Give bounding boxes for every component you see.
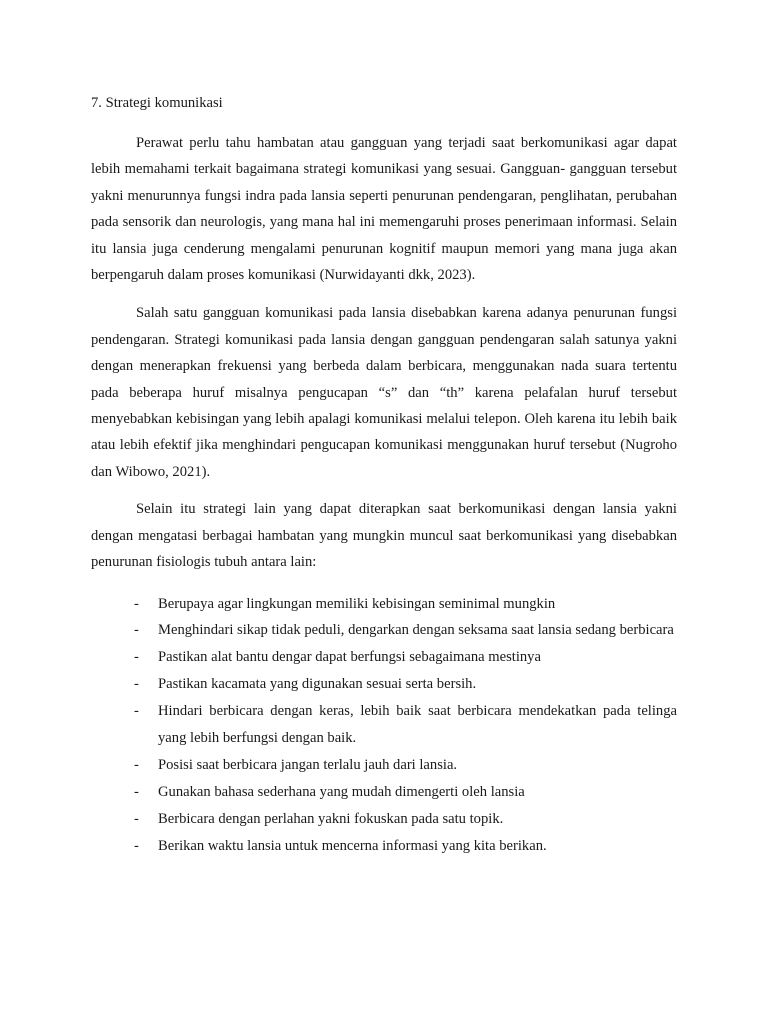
list-item-text: Berikan waktu lansia untuk mencerna informasi yang kita berikan. [158, 837, 547, 854]
bullet-marker: - [134, 837, 139, 854]
list-item-text: Berupaya agar lingkungan memiliki kebisingan seminimal mungkin [158, 595, 556, 612]
list-item-text: Menghindari sikap tidak peduli, dengarkan dengan seksama saat lansia sedang berbicara [158, 622, 674, 639]
list-item [91, 671, 677, 698]
bullet-marker: - [134, 703, 139, 720]
bullet-marker: - [134, 783, 139, 800]
list-item-text: Berbicara dengan perlahan yakni fokuskan pada satu topik. [158, 810, 504, 827]
list-item-text: Pastikan kacamata yang digunakan sesuai serta bersih. [158, 676, 477, 693]
paragraph: Salah satu gangguan komunikasi pada lansia disebabkan karena adanya penurunan fungsi pendengaran. Strategi komunikasi pada lansia dengan gangguan pendengaran salah satunya yakni dengan menerapkan frekuensi yang berbeda dalam berbicara, menggunakan nada suara tertentu pada beberapa huruf misalnya pengucapan “s” dan “th” karena pelafalan huruf tersebut menyebabkan kebisingan yang lebih apalagi komunikasi melalui telepon. Oleh karena itu lebih baik atau lebih efektif jika menghindari pengucapan komunikasi menggunakan huruf tersebut (Nugroho dan Wibowo, 2021). [91, 305, 677, 480]
list-item [91, 644, 677, 671]
section-heading: 7. Strategi komunikasi [91, 95, 223, 111]
list-item-text: Hindari berbicara dengan keras, lebih baik saat berbicara mendekatkan pada telinga yang lebih berfungsi dengan baik. [158, 703, 677, 747]
bullet-marker: - [134, 649, 139, 666]
paragraph: Perawat perlu tahu hambatan atau gangguan yang terjadi saat berkomunikasi agar dapat lebih memahami terkait bagaimana strategi komunikasi yang sesuai. Gangguan- gangguan tersebut yakni menurunnya fungsi indra pada lansia seperti penurunan pendengaran, penglihatan, perubahan pada sensorik dan neurologis, yang mana hal ini memengaruhi proses penerimaan informasi. Selain itu lansia juga cenderung mengalami penurunan kognitif maupun memori yang mana juga akan berpengaruh dalam proses komunikasi (Nurwidayanti dkk, 2023). [91, 135, 677, 284]
list-item [91, 779, 677, 806]
bullet-marker: - [134, 810, 139, 827]
list-item [91, 617, 677, 644]
bullet-marker: - [134, 622, 139, 639]
list-item [91, 833, 677, 860]
list-item-text: Posisi saat berbicara jangan terlalu jauh dari lansia. [158, 756, 458, 773]
list-item [91, 806, 677, 833]
list-item-text: Gunakan bahasa sederhana yang mudah dimengerti oleh lansia [158, 783, 525, 800]
list-item [91, 752, 677, 779]
bullet-marker: - [134, 756, 139, 773]
bullet-list [91, 591, 677, 860]
list-item-text: Pastikan alat bantu dengar dapat berfungsi sebagaimana mestinya [158, 649, 541, 666]
list-item [91, 698, 677, 752]
bullet-marker: - [134, 676, 139, 693]
paragraph: Selain itu strategi lain yang dapat diterapkan saat berkomunikasi dengan lansia yakni dengan mengatasi berbagai hambatan yang mungkin muncul saat berkomunikasi yang disebabkan penurunan fisiologis tubuh antara lain: [91, 501, 677, 571]
bullet-marker: - [134, 595, 139, 612]
list-item [91, 591, 677, 618]
document-page [91, 92, 677, 860]
